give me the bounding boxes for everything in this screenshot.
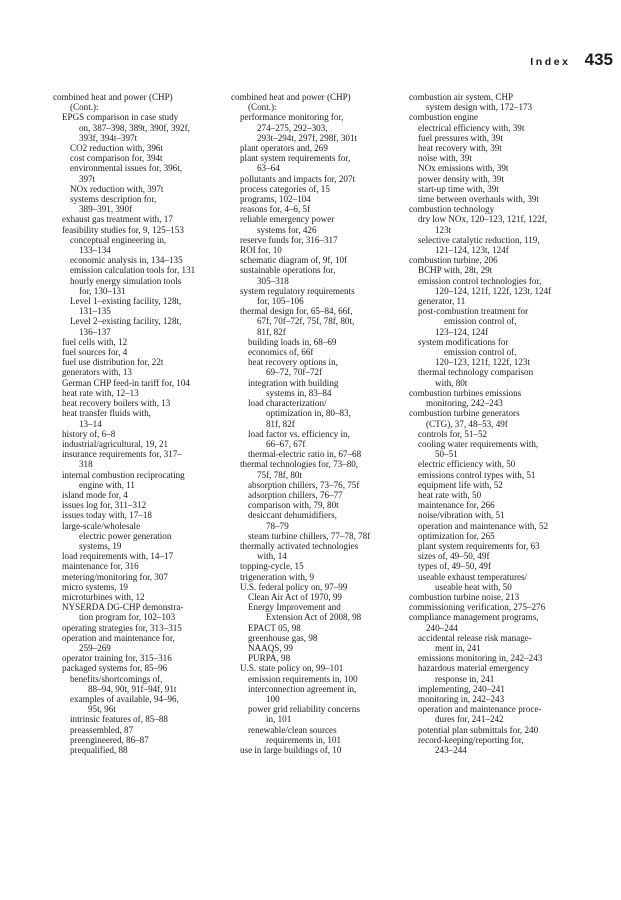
index-subentry: industrial/agricultural, 19, 21 xyxy=(62,438,169,449)
index-subentry: economic analysis in, 134–135 xyxy=(70,255,183,266)
index-subentry: Energy Improvement and xyxy=(248,602,341,613)
index-subentry: fuel use distribution for, 22t xyxy=(62,357,164,368)
index-subentry: 50–51 xyxy=(435,449,458,460)
index-subentry: BCHP with, 28t, 29t xyxy=(418,265,493,276)
index-subentry: 69–72, 70f–72f xyxy=(266,367,323,378)
index-subentry: heat rate with, 12–13 xyxy=(62,387,139,398)
index-subentry: thermal design for, 65–84, 66f, xyxy=(240,306,353,317)
index-subentry: sizes of, 49–50, 49f xyxy=(418,551,490,562)
index-subentry: emissions control types with, 51 xyxy=(418,469,536,480)
index-subentry: building loads in, 68–69 xyxy=(248,336,337,347)
index-subentry: 121–124, 123t, 124f xyxy=(435,245,509,256)
index-subentry: requirements in, 101 xyxy=(266,734,342,745)
index-heading: combined heat and power (CHP) xyxy=(53,92,173,102)
index-subentry: system regulatory requirements xyxy=(240,285,355,296)
index-subentry: system design with, 172–173 xyxy=(426,102,533,113)
index-subentry: trigeneration with, 9 xyxy=(240,571,314,582)
index-subentry: operation and maintenance with, 52 xyxy=(418,520,549,531)
index-subentry: maintenance for, 316 xyxy=(62,561,139,572)
index-subentry: heat recovery boilers with, 13 xyxy=(62,398,171,409)
index-subentry: with, 80t xyxy=(435,377,468,388)
index-column-2 xyxy=(231,92,407,755)
index-subentry: programs, 102–104 xyxy=(240,194,311,205)
index-subentry: noise/vibration with, 51 xyxy=(418,510,505,521)
index-subentry: for, 130–131 xyxy=(79,285,126,296)
index-subentry: intrinsic features of, 85–88 xyxy=(70,714,168,725)
index-subentry: fuel cells with, 12 xyxy=(62,336,128,347)
index-subentry: useable exhaust temperatures/ xyxy=(418,571,528,582)
index-heading: combustion air system, CHP xyxy=(409,92,514,102)
index-subentry: feasibility studies for, 9, 125–153 xyxy=(62,224,184,235)
index-subentry: plant system requirements for, xyxy=(240,153,351,164)
index-subentry: German CHP feed-in tariff for, 104 xyxy=(62,377,190,388)
index-heading: combustion turbines emissions xyxy=(409,387,522,398)
index-subentry: in, 101 xyxy=(266,714,292,725)
index-subentry: controls for, 51–52 xyxy=(418,428,488,439)
index-subentry: heat rate with, 50 xyxy=(418,489,482,500)
index-subentry: 75f, 78f, 80t xyxy=(257,469,302,480)
index-subentry: adsorption chillers, 76–77 xyxy=(248,489,343,500)
index-subentry: U.S. state policy on, 99–101 xyxy=(240,663,344,674)
index-subentry: 318 xyxy=(79,459,93,470)
index-subentry: island mode for, 4 xyxy=(62,489,128,500)
index-subentry: metering/monitoring for, 307 xyxy=(62,571,168,582)
index-subentry: cooling water requirements with, xyxy=(418,438,539,449)
index-column-3 xyxy=(409,92,585,755)
index-subentry: operation and maintenance proce- xyxy=(418,704,542,715)
index-subentry: post-combustion treatment for xyxy=(418,306,529,317)
index-heading: compliance management programs, xyxy=(409,612,539,623)
index-subentry: 305–318 xyxy=(257,275,289,286)
index-subentry: heat recovery with, 39t xyxy=(418,143,502,154)
index-subentry: 81f, 82f xyxy=(257,326,286,337)
index-subentry: emission control technologies for, xyxy=(418,275,542,286)
index-subentry: (CTG), 37, 48–53, 49f xyxy=(426,418,508,429)
index-subentry: 88–94, 90t, 91f–94f, 91t xyxy=(88,683,177,694)
index-subentry: packaged systems for, 85–96 xyxy=(62,663,168,674)
index-subentry: system modifications for xyxy=(418,336,509,347)
index-subentry: preassembled, 87 xyxy=(70,724,134,735)
index-subentry: reserve funds for, 316–317 xyxy=(240,234,338,245)
index-subentry: Level 1–existing facility, 128t, xyxy=(70,296,182,307)
index-subentry: 133–134 xyxy=(79,245,111,256)
index-subentry: 95t, 96t xyxy=(88,704,116,715)
index-subentry: thermal technology comparison xyxy=(418,367,534,378)
index-subentry: equipment life with, 52 xyxy=(418,479,503,490)
index-column-1 xyxy=(53,92,229,755)
index-subentry: hazardous material emergency xyxy=(418,663,529,674)
index-subentry: optimization in, 80–83, xyxy=(266,408,351,419)
index-subentry: NYSERDA DG-CHP demonstra- xyxy=(62,602,184,613)
index-subentry: heat recovery options in, xyxy=(248,357,338,368)
index-subentry: 240–244 xyxy=(426,622,458,633)
index-heading: commissioning verification, 275–276 xyxy=(409,602,546,613)
index-subentry: tion program for, 102–103 xyxy=(79,612,176,623)
index-subentry: 393f, 394t–397t xyxy=(79,132,138,143)
index-subentry: schematic diagram of, 9f, 10f xyxy=(240,255,348,266)
index-subentry: environmental issues for, 396t, xyxy=(70,163,183,174)
index-subentry: generators with, 13 xyxy=(62,367,132,378)
index-subentry: load characterization/ xyxy=(248,398,327,409)
index-subentry: plant operators and, 269 xyxy=(240,143,328,154)
index-subentry: thermal technologies for, 73–80, xyxy=(240,459,359,470)
index-heading: combustion turbine noise, 213 xyxy=(409,591,520,602)
index-subentry: potential plan submittals for, 240 xyxy=(418,724,539,735)
index-subentry: use in large buildings of, 10 xyxy=(240,745,342,755)
index-subentry: 123–124, 124f xyxy=(435,326,489,337)
index-subentry: integration with building xyxy=(248,377,339,388)
index-subentry: power density with, 39t xyxy=(418,173,504,184)
index-subentry: benefits/shortcomings of, xyxy=(70,673,163,684)
index-subentry: sustainable operations for, xyxy=(240,265,336,276)
index-subentry: useable heat with, 50 xyxy=(435,581,512,592)
index-subentry: steam turbine chillers, 77–78, 78f xyxy=(248,530,371,541)
index-subentry: U.S. federal policy on, 97–99 xyxy=(240,581,348,592)
index-subentry: plant system requirements for, 63 xyxy=(418,540,540,551)
index-subentry: 63–64 xyxy=(257,163,280,174)
index-subentry: maintenance for, 266 xyxy=(418,500,495,511)
index-subentry: insurance requirements for, 317– xyxy=(62,449,182,460)
index-subentry: 259–269 xyxy=(79,642,111,653)
index-subentry: examples of available, 94–96, xyxy=(70,693,179,704)
index-subentry: Clean Air Act of 1970, 99 xyxy=(248,591,342,602)
index-subentry: systems description for, xyxy=(70,194,157,205)
index-subentry: hourly energy simulation tools xyxy=(70,275,182,286)
index-subentry: NOx emissions with, 39t xyxy=(418,163,509,174)
index-subentry: cost comparison for, 394t xyxy=(70,153,163,164)
index-heading: combustion engine xyxy=(409,112,478,123)
index-subentry: ment in, 241 xyxy=(435,642,481,653)
index-subentry: pollutants and impacts for, 207t xyxy=(240,173,356,184)
index-subentry: thermally activated technologies xyxy=(240,540,359,551)
index-subentry: emission control of, xyxy=(444,316,517,327)
index-subentry: engine with, 11 xyxy=(79,479,135,490)
index-subentry: dures for, 241–242 xyxy=(435,714,504,725)
index-subentry: noise with, 39t xyxy=(418,153,472,164)
index-subentry: EPACT 05, 98 xyxy=(248,622,301,633)
index-subentry: process categories of, 15 xyxy=(240,183,330,194)
index-heading: combustion turbine, 206 xyxy=(409,255,498,266)
running-header xyxy=(530,50,613,72)
index-subentry: history of, 6–8 xyxy=(62,428,116,439)
page-number: 435 xyxy=(584,50,613,69)
index-subentry: desiccant dehumidifiers, xyxy=(248,510,337,521)
index-subentry: record-keeping/reporting for, xyxy=(418,734,524,745)
index-heading: combustion technology xyxy=(409,204,495,215)
index-subentry: microturbines with, 12 xyxy=(62,591,145,602)
index-subentry: large-scale/wholesale xyxy=(62,520,141,531)
index-subentry: renewable/clean sources xyxy=(248,724,337,735)
index-subentry: reliable emergency power xyxy=(240,214,335,225)
index-subentry: accidental release risk manage- xyxy=(418,632,532,643)
index-subentry: power grid reliability concerns xyxy=(248,704,360,715)
index-subentry: ROI for, 10 xyxy=(240,245,282,256)
index-subentry: fuel pressures with, 39t xyxy=(418,132,503,143)
index-subentry: 243–244 xyxy=(435,745,467,755)
index-subentry: interconnection agreement in, xyxy=(248,683,357,694)
index-subentry: issues today with, 17–18 xyxy=(62,510,152,521)
index-subentry: 66–67, 67f xyxy=(266,438,306,449)
index-subentry: monitoring, 242–243 xyxy=(426,398,503,409)
index-subentry: 293t–294t, 297f, 298f, 301t xyxy=(257,132,358,143)
index-subentry: PURPA, 98 xyxy=(248,653,291,664)
index-subentry: operation and maintenance for, xyxy=(62,632,175,643)
index-subentry: economics of, 66f xyxy=(248,347,314,358)
index-subentry: emissions monitoring in, 242–243 xyxy=(418,653,543,664)
index-subentry: types of, 49–50, 49f xyxy=(418,561,491,572)
index-subentry: systems in, 83–84 xyxy=(266,387,332,398)
index-subentry: fuel sources for, 4 xyxy=(62,347,128,358)
index-subentry: heat transfer fluids with, xyxy=(62,408,151,419)
index-subentry: time between overhauls with, 39t xyxy=(418,194,539,205)
index-subentry: dry low NOx, 120–123, 121f, 122f, xyxy=(418,214,548,225)
index-subentry: operator training for, 315–316 xyxy=(62,653,172,664)
index-subentry: absorption chillers, 73–76, 75f xyxy=(248,479,360,490)
index-subentry: 13–14 xyxy=(79,418,102,429)
index-subentry: CO2 reduction with, 396t xyxy=(70,143,163,154)
index-subentry: EPGS comparison in case study xyxy=(62,112,179,123)
index-subentry: selective catalytic reduction, 119, xyxy=(418,234,540,245)
index-subentry: comparison with, 79, 80t xyxy=(248,500,339,511)
index-subentry: conceptual engineering in, xyxy=(70,234,167,245)
index-subentry: with, 14 xyxy=(257,551,287,562)
index-subentry: optimization for, 265 xyxy=(418,530,495,541)
index-subentry: 397t xyxy=(79,173,96,184)
index-heading: combined heat and power (CHP) xyxy=(231,92,351,102)
index-subentry: 120–124, 121f, 122f, 123t, 124f xyxy=(435,285,552,296)
index-subentry: response in, 241 xyxy=(435,673,495,684)
index-subentry: generator, 11 xyxy=(418,296,466,307)
index-subentry: performance monitoring for, xyxy=(240,112,344,123)
index-subentry: electric efficiency with, 50 xyxy=(418,459,516,470)
index-subentry: start-up time with, 39t xyxy=(418,183,499,194)
index-subentry: exhaust gas treatment with, 17 xyxy=(62,214,173,225)
index-subentry: implementing, 240–241 xyxy=(418,683,505,694)
index-subentry: (Cont.): xyxy=(70,102,99,113)
index-heading: combustion turbine generators xyxy=(409,408,520,419)
index-subentry: micro systems, 19 xyxy=(62,581,128,592)
index-subentry: prequalified, 88 xyxy=(70,745,128,755)
index-subentry: reasons for, 4–6, 5f xyxy=(240,204,311,215)
index-subentry: 120–123, 121f, 122f, 123t xyxy=(435,357,530,368)
index-subentry: emission calculation tools for, 131 xyxy=(70,265,196,276)
index-subentry: 136–137 xyxy=(79,326,111,337)
index-subentry: systems, 19 xyxy=(79,540,122,551)
index-subentry: load factor vs. efficiency in, xyxy=(248,428,350,439)
index-subentry: topping-cycle, 15 xyxy=(240,561,304,572)
index-subentry: 131–135 xyxy=(79,306,111,317)
index-subentry: Level 2–existing facility, 128t, xyxy=(70,316,182,327)
index-subentry: issues log for, 311–312 xyxy=(62,500,147,511)
index-subentry: monitoring in, 242–243 xyxy=(418,693,505,704)
index-subentry: 100 xyxy=(266,693,280,704)
index-subentry: systems for, 426 xyxy=(257,224,317,235)
index-subentry: 274–275, 292–303, xyxy=(257,122,328,133)
index-subentry: (Cont.): xyxy=(248,102,277,113)
index-subentry: electric power generation xyxy=(79,530,172,541)
index-subentry: on, 387–398, 389t, 390f, 392f, xyxy=(79,122,190,133)
index-subentry: greenhouse gas, 98 xyxy=(248,632,318,643)
index-subentry: 389–391, 390f xyxy=(79,204,133,215)
index-subentry: 78–79 xyxy=(266,520,289,531)
index-subentry: NAAQS, 99 xyxy=(248,642,293,653)
index-subentry: 67f, 70f–72f, 75f, 78f, 80t, xyxy=(257,316,355,327)
index-subentry: load requirements with, 14–17 xyxy=(62,551,174,562)
index-subentry: emission requirements in, 100 xyxy=(248,673,358,684)
index-subentry: 81f, 82f xyxy=(266,418,295,429)
index-subentry: preengineered, 86–87 xyxy=(70,734,149,745)
index-subentry: NOx reduction with, 397t xyxy=(70,183,164,194)
index-subentry: Extension Act of 2008, 98 xyxy=(266,612,362,623)
index-subentry: operating strategies for, 313–315 xyxy=(62,622,182,633)
index-subentry: internal combustion reciprocating xyxy=(62,469,185,480)
index-subentry: 123t xyxy=(435,224,452,235)
running-header-title: Index xyxy=(530,56,571,68)
index-subentry: electrical efficiency with, 39t xyxy=(418,122,525,133)
index-subentry: for, 105–106 xyxy=(257,296,304,307)
index-subentry: emission control of, xyxy=(444,347,517,358)
index-subentry: thermal-electric ratio in, 67–68 xyxy=(248,449,362,460)
